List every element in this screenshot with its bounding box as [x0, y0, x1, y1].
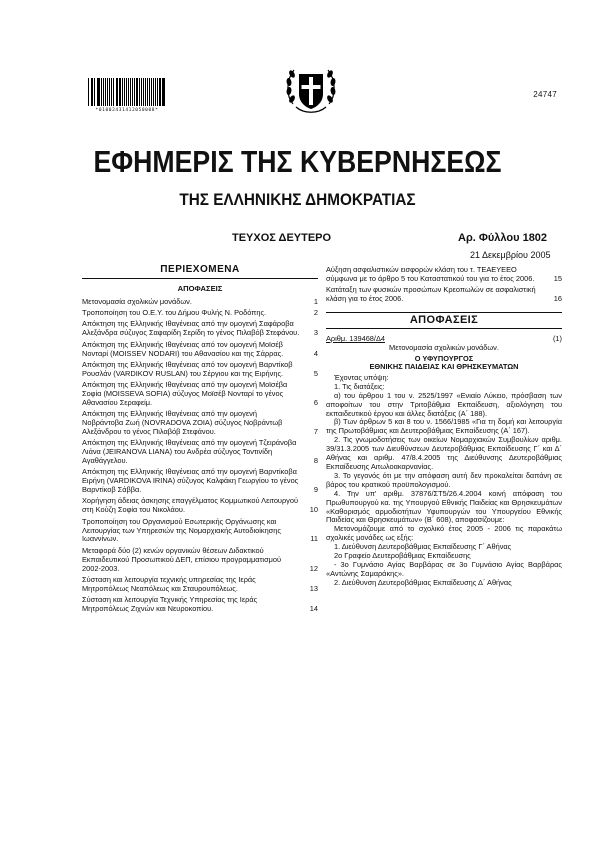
barcode-bar: [91, 78, 92, 106]
contents-list-continued: [326, 266, 562, 304]
decision-paragraph: α) του άρθρου 1 του ν. 2525/1997 «Ενιαίο Λύκειο, πρόσβαση των αποφοίτων του στην Τριτοβάθμια Εκπαίδευση, αξιολόγηση του εκπαιδευτικού έργου και άλλες διατάξεις (Α΄ 188).: [326, 390, 562, 418]
contents-item-page: 3: [313, 328, 318, 338]
barcode-bar: [116, 78, 117, 106]
contents-item: [82, 596, 318, 614]
contents-item: [82, 361, 318, 379]
contents-item: [82, 518, 318, 545]
contents-item: [82, 298, 318, 307]
minister-title: [326, 355, 562, 372]
contents-heading: ΠΕΡΙΕΧΟΜΕΝΑ: [82, 266, 318, 279]
barcode-bar: [134, 78, 135, 106]
contents-item-text: Απόκτηση της Ελληνικής Ιθαγένειας από τον ομογενή Βαρντίκοβ Ρουσλάν (VARDIKOV RUSLAN) του Σέργιου και της Ειρήνης.: [82, 359, 293, 378]
contents-item: [82, 439, 318, 466]
barcode-bar: [139, 78, 140, 106]
contents-item-text: Τροποποίηση του Οργανισμού Εσωτερικής Οργάνωσης και Λειτουργίας των Υπηρεσιών της Νομαρχιακής Αυτοδιοίκησης Ιωαννίνων.: [82, 516, 281, 544]
minister-title-line2: ΕΘΝΙΚΗΣ ΠΑΙΔΕΙΑΣ ΚΑΙ ΘΡΗΣΚΕΥΜΑΤΩΝ: [369, 362, 519, 372]
contents-item-page: 10: [309, 505, 318, 515]
contents-item-page: 4: [313, 348, 318, 358]
contents-item-text: Απόκτηση της Ελληνικής Ιθαγένειας από την ομογενή Βαρντίκοβα Ειρήνη (VARDIKOVA IRINA) σύζυγος Καλφάκη Γεωργίου το γένος Βαρντίκοβ Σάββα.: [82, 467, 299, 495]
barcode-bar: [151, 78, 152, 106]
barcode-bar: [149, 78, 150, 106]
barcode-bar: [157, 78, 158, 106]
contents-item-text: Απόκτηση της Ελληνικής Ιθαγένειας από τον ομογενή Μοϊσέβ Νονταρί (MOISSEV NODARI) του Αθανασίου και της Σάρρας.: [82, 339, 284, 358]
decision-paragraph: 1. Διεύθυνση Δευτεροβάθμιας Εκπαίδευσης Γ΄ Αθήνας: [334, 542, 512, 552]
barcode-bar: [136, 78, 138, 106]
minister-title-line1: Ο ΥΦΥΠΟΥΡΓΟΣ: [414, 353, 474, 363]
contents-item-page: 6: [313, 397, 318, 407]
barcode-bar: [94, 78, 95, 106]
coat-of-arms-icon: [284, 60, 338, 120]
contents-item: [82, 381, 318, 408]
barcode-bar: [145, 78, 146, 106]
barcode-bar: [132, 78, 133, 106]
barcode-bars: [88, 78, 166, 106]
barcode-bar: [105, 78, 106, 106]
contents-item: [326, 266, 562, 284]
barcode-bar: [111, 78, 112, 106]
page-number: 24747: [533, 90, 557, 99]
contents-item-page: 13: [309, 583, 318, 593]
contents-item-page: 1: [313, 296, 318, 306]
barcode-bar: [103, 78, 104, 106]
decision-paragraph: - 3ο Γυμνάσιο Αγίας Βαρβάρας σε 3ο Γυμνάσιο Αγίας Βαρβάρας «Αντώνης Σαμαράκης».: [326, 559, 562, 578]
contents-item-page: 11: [310, 534, 318, 544]
barcode-bar: [162, 78, 163, 106]
barcode-bar: [130, 78, 131, 106]
barcode-bar: [153, 78, 154, 106]
contents-item-page: 2: [313, 308, 318, 318]
decision-number: Αριθμ. 139468/Δ4: [326, 333, 386, 343]
contents-item: [82, 468, 318, 495]
barcode-bar: [119, 78, 121, 106]
barcode-bar: [88, 78, 89, 106]
contents-item: [82, 341, 318, 359]
barcode-bar: [141, 78, 142, 106]
contents-item-text: Σύσταση και λειτουργία τεχνικής υπηρεσίας της Ιεράς Μητροπόλεως Νεαπόλεως και Σταυρουπόλεως.: [82, 574, 256, 593]
contents-item-page: 16: [553, 294, 562, 304]
contents-item-text: Απόκτηση της Ελληνικής Ιθαγένειας από την ομογενή Μοϊσέβα Σοφία (MOISSEVA SOFIA) σύζυγος Μοϊσέβ Νονταρί το γένος Αθανασίου Σεραφείμ.: [82, 380, 288, 407]
contents-item: [82, 309, 318, 318]
contents-item-text: Μεταφορά δύο (2) κενών οργανικών θέσεων Διδακτικού Εκπαιδευτικού Προσωπικού ΔΕΠ, επίσιου προγραμματισμού 2002-2003.: [82, 545, 282, 573]
contents-list: [82, 298, 318, 614]
sheet-number: Αρ. Φύλλου 1802: [458, 232, 548, 244]
barcode-bar: [128, 78, 129, 106]
contents-subheading: ΑΠΟΦΑΣΕΙΣ: [177, 283, 223, 293]
contents-item-page: 7: [313, 426, 318, 436]
decision-column: [326, 266, 562, 588]
contents-item: [82, 320, 318, 338]
contents-item-text: Τροποποίηση του Ο.Ε.Υ. του Δήμου Φυλής Ν. Ροδόπης.: [82, 308, 267, 318]
contents-item-text: Αύξηση ασφαλιστικών εισφορών κλάση του τ. ΤΕΑΕΥΕΕΟ σύμφωνα με το άρθρο 5 του Καταστατικού του για το έτος 2006.: [326, 265, 535, 283]
contents-item-text: Σύσταση και λειτουργία Τεχνικής Υπηρεσίας της Ιεράς Μητροπόλεως Ζιχνών και Νευροκοπίου.: [82, 595, 258, 613]
contents-item-page: 8: [313, 456, 318, 466]
contents-item-text: Χορήγηση άδειας άσκησης επαγγέλματος Κομμωτικού Λειτουργού στη Κούζη Σοφία του Νικολάου.: [82, 496, 299, 515]
barcode-bar: [107, 78, 108, 106]
decision-paragraph: 2. Τις γνωμοδοτήσεις των οικείων Νομαρχιακών Συμβουλίων αριθμ. 39/31.3.2005 των Διευθύνσεων Δευτεροβάθμιας Εκπαίδευσης Γ΄ και Δ΄ Αθήνας και αριθμ. 47/8.4.2005 της Διεύθυνσης Δευτεροβάθμιας Εκπαίδευσης Αιτωλοακαρνανίας.: [326, 435, 562, 471]
contents-item: [326, 286, 562, 304]
barcode-bar: [124, 78, 125, 106]
contents-item-text: Απόκτηση της Ελληνικής Ιθαγένειας από την ομογενή Τζειράνοβα Λιάνα (JEIRANOVA LIANA) του Ανδρέα σύζυγος Τοντινίδη Αγαθάγγελου.: [82, 438, 297, 466]
barcode-bar: [163, 78, 164, 106]
decisions-heading: ΑΠΟΦΑΣΕΙΣ: [326, 312, 562, 329]
decision-body: [326, 374, 562, 588]
issue-date: 21 Δεκεμβρίου 2005: [470, 250, 551, 260]
barcode-bar: [147, 78, 148, 106]
contents-item: [82, 497, 318, 515]
barcode-text: *01002431412050008*: [95, 108, 159, 113]
barcode-bar: [113, 78, 114, 106]
gazette-title: ΕΦΗΜΕΡΙΣ ΤΗΣ ΚΥΒΕΡΝΗΣΕΩΣ: [93, 144, 502, 179]
decision-paragraph: β) Των άρθρων 5 και 8 του ν. 1566/1985 «Για τη δομή και λειτουργία της Πρωτοβάθμιας και Δευτεροβάθμιας Εκπαίδευσης (Α΄ 167).: [326, 417, 562, 436]
contents-item-text: Απόκτηση της Ελληνικής Ιθαγένειας από την ομογενή Σαφάροβα Αλεξάνδρα σύζυγος Σαφαρίδη Σερίδη το γένος Πιλαβόβ Στεφάνου.: [82, 319, 300, 338]
decision-paragraph: 2ο Γραφείο Δευτεροβάθμιας Εκπαίδευσης: [334, 551, 471, 561]
barcode-bar: [92, 78, 93, 106]
contents-item: [82, 410, 318, 437]
barcode-bar: [97, 78, 98, 106]
barcode-bar: [109, 78, 110, 106]
barcode-bar: [117, 78, 118, 106]
barcode-bar: [159, 78, 161, 106]
contents-item-page: 15: [553, 273, 562, 283]
barcode-bar: [143, 78, 144, 106]
decision-subject: Μετονομασία σχολικών μονάδων.: [389, 342, 499, 352]
contents-item-page: 9: [313, 485, 318, 495]
contents-item-text: Κατάταξη των φυσικών προσώπων Κρεοπωλών σε ασφαλιστική κλάση για το έτος 2006.: [326, 285, 536, 304]
barcode-bar: [101, 78, 102, 106]
contents-column: [82, 266, 318, 616]
barcode-bar: [98, 78, 100, 106]
contents-item: [82, 547, 318, 574]
decision-paragraph: 1. Τις διατάξεις:: [334, 381, 385, 391]
contents-item-page: 12: [309, 563, 318, 573]
contents-item-page: 14: [309, 603, 318, 613]
contents-item-text: Μετονομασία σχολικών μονάδων.: [82, 296, 192, 306]
contents-item: [82, 576, 318, 594]
decision-paragraph: Μετονομάζουμε από το σχολικό έτος 2005 - 2006 τις παρακάτω σχολικές μονάδες ως εξής:: [326, 524, 562, 543]
gazette-subtitle: ΤΗΣ ΕΛΛΗΝΙΚΗΣ ΔΗΜΟΚΡΑΤΙΑΣ: [179, 190, 416, 209]
decision-paragraph: 4. Την υπ' αριθμ. 37876/ΣΤ5/26.4.2004 κοινή απόφαση του Πρωθυπουργού κα. της Υπουργού Εθνικής Παιδείας και Θρησκευμάτων «Καθορισμός αρμοδιοτήτων Υφυπουργών του Υπουργείου Εθνικής Παιδείας και Θρησκευμάτων» (Β΄ 608), αποφασίζουμε:: [326, 488, 562, 525]
barcode-bar: [126, 78, 127, 106]
contents-item-text: Απόκτηση της Ελληνικής Ιθαγένειας από την ομογενή Νοβράντοβα Ζωή (NOVRADOVA ZOIA) σύζυγος Νοβράντωβ Αλεξάνδρου το γένος Πιλαβόβ Στεφάνου.: [82, 409, 283, 436]
issue-series: ΤΕΥΧΟΣ ΔΕΥΤΕΡΟ: [232, 232, 332, 244]
decision-index: (1): [552, 333, 562, 343]
contents-item-page: 5: [313, 368, 318, 378]
barcode-bar: [155, 78, 156, 106]
barcode: [88, 78, 166, 114]
decision-paragraph: Έχοντας υπόψη:: [334, 372, 389, 382]
decision-paragraph: 2. Διεύθυνση Δευτεροβάθμιας Εκπαίδευσης Δ΄ Αθήνας: [334, 577, 512, 587]
decision-paragraph: 3. Το γεγονός ότι με την απόφαση αυτή δεν προκαλείται δαπάνη σε βάρος του κρατικού προϋπολογισμού.: [326, 470, 562, 489]
barcode-bar: [122, 78, 123, 106]
